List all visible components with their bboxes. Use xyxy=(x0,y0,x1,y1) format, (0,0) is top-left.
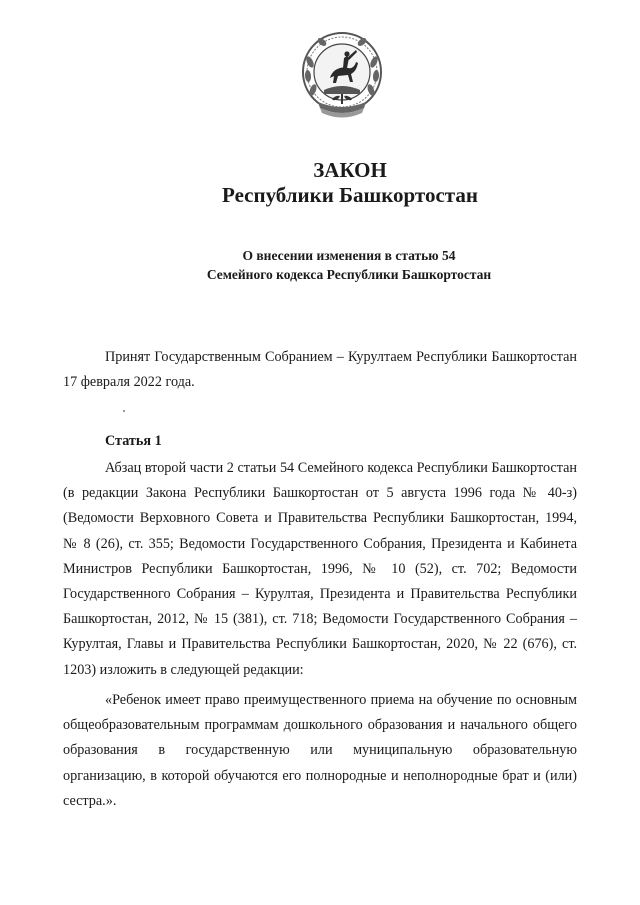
document-title: ЗАКОН xyxy=(313,158,387,182)
document-title-block xyxy=(0,158,640,208)
law-subject xyxy=(0,246,640,284)
article-heading: Статья 1 xyxy=(105,433,162,449)
scan-speck xyxy=(123,410,125,412)
coat-of-arms-emblem xyxy=(300,28,384,120)
document-subtitle: Республики Башкортостан xyxy=(222,183,478,207)
subject-line-2: Семейного кодекса Республики Башкортостан xyxy=(206,267,492,282)
subject-line-1: О внесении изменения в статью 54 xyxy=(242,248,456,263)
article-quote: «Ребенок имеет право преимущественного приема на обучение по основным общеобразовательным программам дошкольного образования и начального общего образования в государственную или муниципальную образовательную организацию, в которой обучаются его полнородные и неполнородные брат и (или) сестра.». xyxy=(63,692,577,809)
adoption-statement: Принят Государственным Собранием – Курултаем Республики Башкортостан 17 февраля 2022 года. xyxy=(63,349,577,391)
article-body: Абзац второй части 2 статьи 54 Семейного кодекса Республики Башкортостан (в редакции Закона Республики Башкортостан от 5 августа 1996 года № 40-з) (Ведомости Верховного Совета и Правительства Республики Башкортостан, 1994, № 8 (26), ст. 355; Ведомости Государственного Собрания, Президента и Кабинета Министров Республики Башкортостан, 1996, № 10 (52), ст. 702; Ведомости Государственного Собрания – Курултая, Президента и Правительства Республики Башкортостан, 2012, № 15 (381), ст. 718; Ведомости Государственного Собрания – Курултая, Главы и Правительства Республики Башкортостан, 2020, № 22 (676), ст. 1203) изложить в следующей редакции: xyxy=(63,460,577,678)
